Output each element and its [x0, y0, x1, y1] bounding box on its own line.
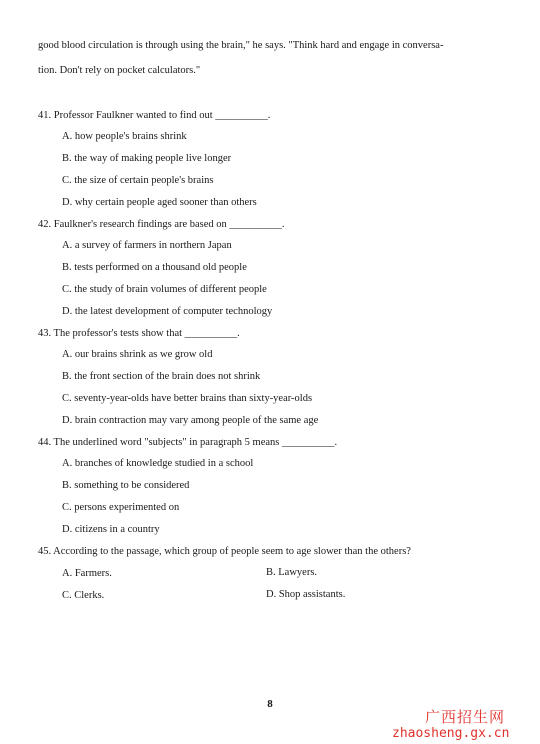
intro-line-2: tion. Don't rely on pocket calculators.": [38, 65, 201, 76]
question-44-option-c: C. persons experimented on: [62, 502, 180, 513]
question-42-stem: 42. Faulkner's research findings are based on __________.: [38, 219, 285, 230]
question-43-option-b: B. the front section of the brain does not shrink: [62, 371, 261, 382]
question-43-option-c: C. seventy-year-olds have better brains than sixty-year-olds: [62, 393, 313, 404]
question-43-option-d: D. brain contraction may vary among people of the same age: [62, 415, 319, 426]
watermark-domain: zhaosheng.gx.cn: [392, 726, 510, 741]
intro-line-1: good blood circulation is through using the brain," he says. "Think hard and engage in conversa-: [38, 40, 444, 51]
question-45-option-b: B. Lawyers.: [266, 567, 318, 578]
question-45-stem: 45. According to the passage, which group of people seem to age slower than the others?: [38, 546, 411, 557]
watermark-site-name: 广西招生网: [425, 708, 506, 726]
question-44-option-b: B. something to be considered: [62, 480, 190, 491]
question-45-option-a: A. Farmers.: [62, 568, 112, 579]
question-41-option-d: D. why certain people aged sooner than others: [62, 197, 257, 208]
question-44-option-d: D. citizens in a country: [62, 524, 160, 535]
question-44-option-a: A. branches of knowledge studied in a school: [62, 458, 254, 469]
question-41-option-c: C. the size of certain people's brains: [62, 175, 214, 186]
question-41-stem: 41. Professor Faulkner wanted to find out __________.: [38, 110, 271, 121]
question-41-option-b: B. the way of making people live longer: [62, 153, 232, 164]
question-41-option-a: A. how people's brains shrink: [62, 131, 187, 142]
question-44-stem: 44. The underlined word "subjects" in paragraph 5 means __________.: [38, 437, 338, 448]
question-45-option-c: C. Clerks.: [62, 590, 105, 601]
question-42-option-d: D. the latest development of computer technology: [62, 306, 273, 317]
question-42-option-c: C. the study of brain volumes of different people: [62, 284, 267, 295]
question-42-option-a: A. a survey of farmers in northern Japan: [62, 240, 232, 251]
question-45-option-d: D. Shop assistants.: [266, 589, 346, 600]
page-number: 8: [267, 698, 273, 710]
question-43-stem: 43. The professor's tests show that __________.: [38, 328, 240, 339]
question-43-option-a: A. our brains shrink as we grow old: [62, 349, 213, 360]
question-42-option-b: B. tests performed on a thousand old people: [62, 262, 247, 273]
